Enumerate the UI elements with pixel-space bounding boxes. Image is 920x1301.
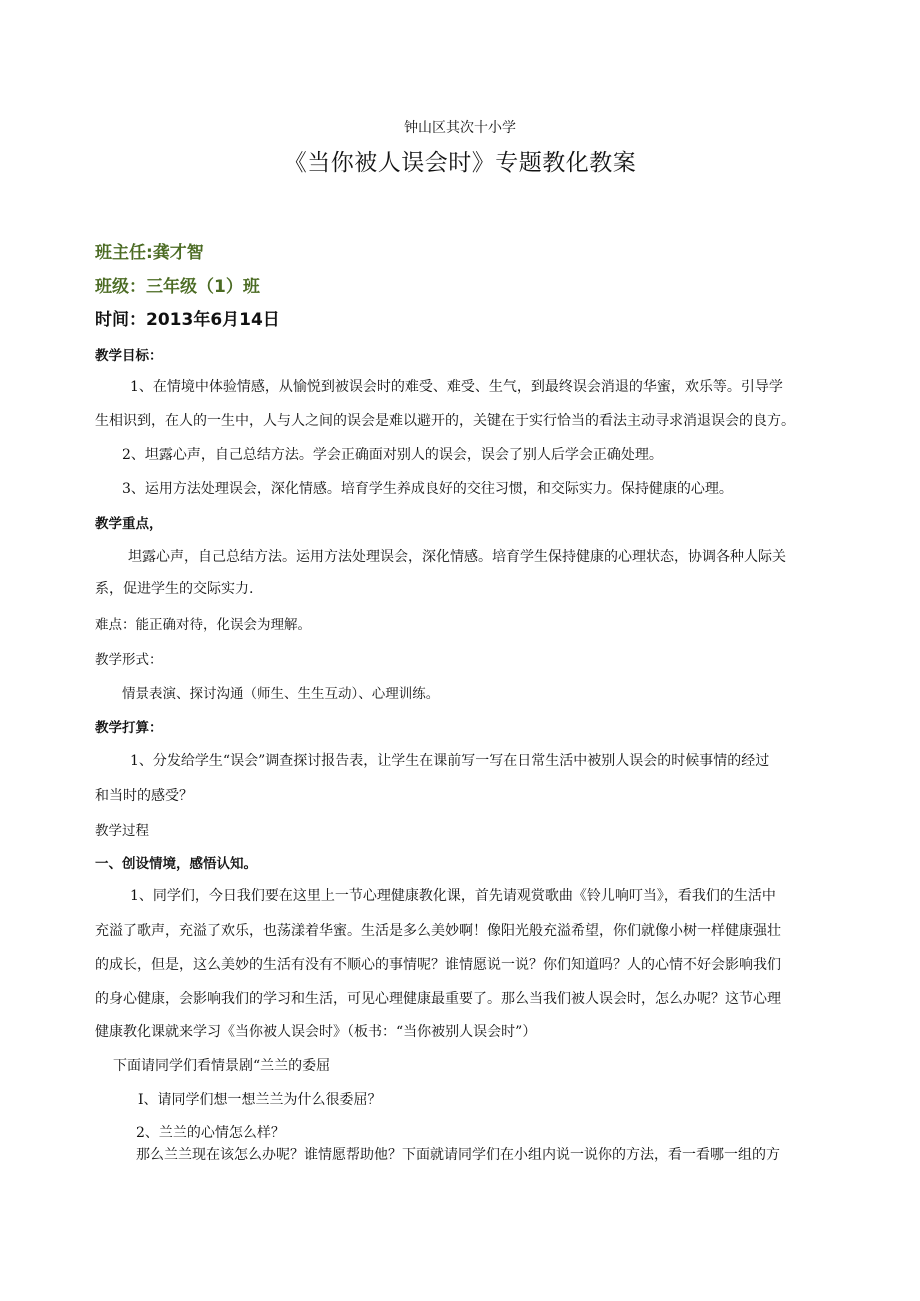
goal-1-line-2: 生相识到，在人的一生中，人与人之间的误会是难以避开的，关键在于实行恰当的看法主动寻求消退误会的良方。: [95, 413, 795, 429]
class-line: 班级：三年级（1）班: [95, 277, 260, 297]
goal-3: 3、运用方法处理误会，深化情感。培育学生养成良好的交往习惯，和交际实力。保持健康的心理。: [122, 481, 733, 497]
process-heading: 教学过程: [95, 823, 149, 839]
school-name: 钟山区其次十小学: [404, 120, 516, 136]
focus-line-1: 坦露心声，自己总结方法。运用方法处理误会，深化情感。培育学生保持健康的心理状态，协调各种人际关: [128, 549, 786, 565]
paragraph-1-line-5: 健康教化课就来学习《当你被人误会时》（板书：“当你被别人误会时”）: [95, 1024, 537, 1040]
focus-heading: 教学重点，: [95, 516, 163, 532]
paragraph-1-line-4: 的身心健康，会影响我们的学习和生活，可见心理健康最重要了。那么当我们被人误会时，怎么办呢？这节心理: [95, 991, 781, 1007]
plan-line-2: 和当时的感受？: [95, 788, 193, 804]
form-text: 情景表演、探讨沟通（师生、生生互动）、心理训练。: [122, 686, 440, 702]
question-1: I、请同学们想一想兰兰为什么很委屈？: [138, 1092, 382, 1108]
question-2: 2、兰兰的心情怎么样？: [136, 1125, 285, 1141]
teacher-line: 班主任:龚才智: [95, 243, 204, 263]
goal-2: 2、坦露心声，自己总结方法。学会正确面对别人的误会，误会了别人后学会正确处理。: [122, 447, 663, 463]
skit-intro: 下面请同学们看情景剧“兰兰的委屈: [113, 1058, 331, 1074]
paragraph-1-line-1: 1、同学们，今日我们要在这里上一节心理健康教化课，首先请观赏歌曲《铃儿响叮当》，看我们的生活中: [130, 888, 776, 904]
plan-heading: 教学打算：: [95, 720, 163, 736]
time-line: 时间：2013年6月14日: [95, 310, 280, 330]
plan-line-1: 1、分发给学生“误会”调查探讨报告表，让学生在课前写一写在日常生活中被别人误会的时候事情的经过: [130, 753, 770, 769]
goal-1-line-1: 1、在情境中体验情感，从愉悦到被误会时的难受、难受、生气，到最终误会消退的华蜜，欢乐等。引导学: [130, 379, 783, 395]
paragraph-1-line-3: 的成长，但是，这么美妙的生活有没有不顺心的事情呢？谁情愿说一说？你们知道吗？人的心情不好会影响我们: [95, 957, 781, 973]
difficulty-line: 难点：能正确对待，化误会为理解。: [95, 617, 311, 633]
paragraph-1-line-2: 充溢了歌声，充溢了欢乐，也荡漾着华蜜。生活是多么美妙啊！像阳光般充溢希望，你们就像小树一样健康强壮: [95, 923, 781, 939]
focus-line-2: 系，促进学生的交际实力.: [95, 581, 254, 597]
form-heading: 教学形式：: [95, 652, 163, 668]
page-title: 《当你被人误会时》专题教化教案: [283, 150, 637, 176]
goals-heading: 教学目标：: [95, 348, 163, 364]
question-3-line-1: 那么兰兰现在该怎么办呢？谁情愿帮助他？下面就请同学们在小组内说一说你的方法，看一看哪一组的方: [136, 1147, 780, 1163]
section-1-heading: 一、创设情境，感悟认知。: [95, 856, 257, 872]
